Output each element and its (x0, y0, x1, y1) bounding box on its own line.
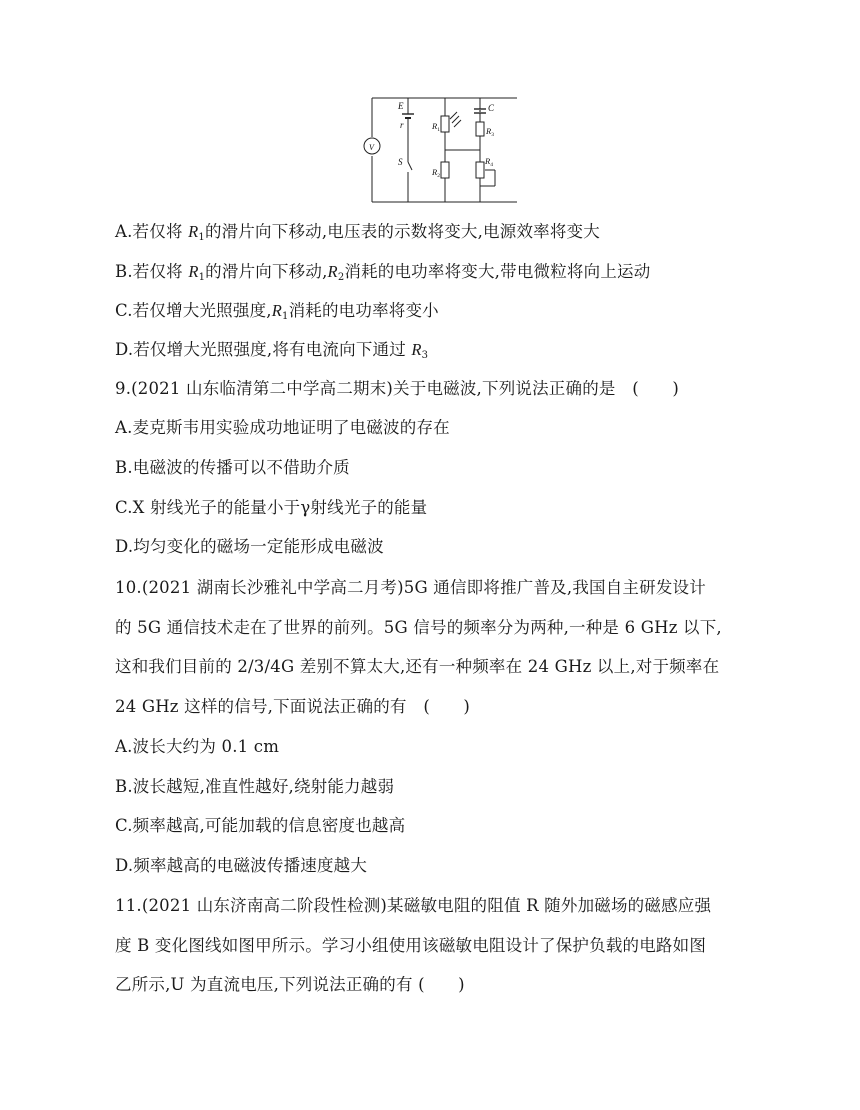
question-11-stem-line-3: 乙所示,U 为直流电压,下列说法正确的有 ( ) (115, 975, 465, 994)
voltmeter-label: V (369, 143, 374, 152)
question-10-stem-line-4: 24 GHz 这样的信号,下面说法正确的有 ( ) (115, 697, 471, 716)
r3-label: $R_3$ (486, 126, 494, 138)
question-10-stem-line-2: 的 5G 通信技术走在了世界的前列。5G 信号的频率分为两种,一种是 6 GHz 以下, (115, 618, 722, 637)
question-10-option-d: D.频率越高的电磁波传播速度越大 (115, 856, 368, 875)
r4-label: $R_4$ (485, 156, 493, 168)
question-10-stem-line-3: 这和我们目前的 2/3/4G 差别不算太大,还有一种频率在 24 GHz 以上,对于频率在 (115, 657, 720, 676)
question-10-stem-line-1: 10.(2021 湖南长沙雅礼中学高二月考)5G 通信即将推广普及,我国自主研发设计 (115, 578, 706, 597)
question-10-option-a: A.波长大约为 0.1 cm (115, 737, 280, 756)
emf-label: E (398, 101, 404, 111)
r1-label: $R_1$ (432, 121, 440, 133)
question-9-option-d: D.均匀变化的磁场一定能形成电磁波 (115, 537, 384, 556)
option-c-line: C.若仅增大光照强度$,R_1$消耗的电功率将变小 (115, 301, 439, 322)
option-b-line: B.若仅将 $R_1$的滑片向下移动$,R_2$消耗的电功率将变大,带电微粒将向上运动 (115, 262, 651, 283)
question-10-option-c: C.频率越高,可能加载的信息密度也越高 (115, 816, 406, 835)
option-a-line: A.若仅将 $R_1$的滑片向下移动,电压表的示数将变大,电源效率将变大 (115, 222, 600, 243)
question-10-option-b: B.波长越短,准直性越好,绕射能力越弱 (115, 777, 395, 796)
internal-resistance-label: r (400, 120, 404, 130)
capacitor-label: C (488, 103, 495, 113)
circuit-diagram (360, 92, 530, 207)
question-9-option-a: A.麦克斯韦用实验成功地证明了电磁波的存在 (115, 418, 450, 437)
question-9-option-c: C.X 射线光子的能量小于γ射线光子的能量 (115, 498, 428, 517)
option-d-line: D.若仅增大光照强度,将有电流向下通过 $R_3$ (115, 340, 429, 361)
switch-label: S (398, 157, 403, 167)
r2-label: $R_2$ (432, 167, 440, 179)
question-9-option-b: B.电磁波的传播可以不借助介质 (115, 458, 350, 477)
circuit-svg (360, 92, 530, 207)
question-11-stem-line-2: 度 B 变化图线如图甲所示。学习小组使用该磁敏电阻设计了保护负载的电路如图 (115, 936, 707, 955)
question-11-stem-line-1: 11.(2021 山东济南高二阶段性检测)某磁敏电阻的阻值 R 随外加磁场的磁感应强 (115, 896, 712, 915)
question-9-stem: 9.(2021 山东临清第二中学高二期末)关于电磁波,下列说法正确的是 ( ) (115, 379, 679, 398)
